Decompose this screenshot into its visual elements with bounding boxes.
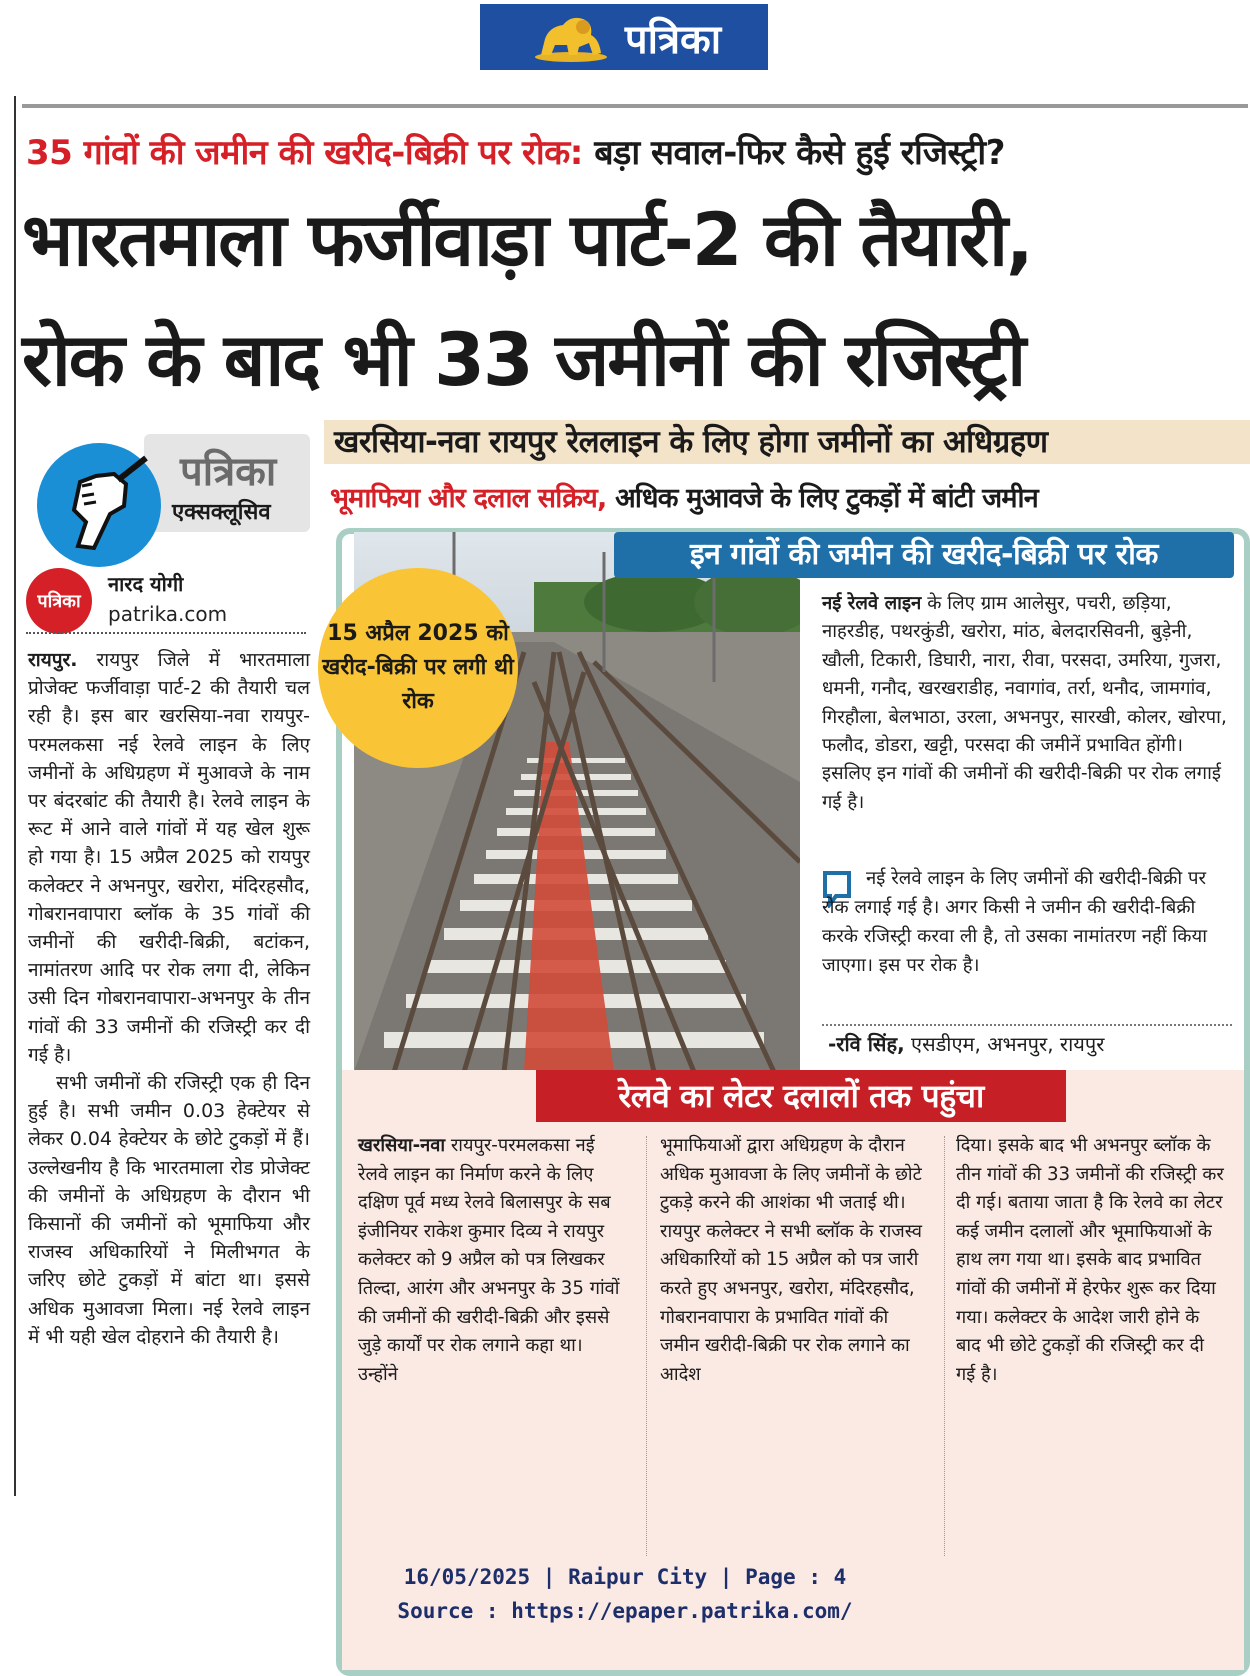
byline-author: नारद योगी	[108, 572, 184, 596]
date-callout-bubble: 15 अप्रैल 2025 को खरीद-बिक्री पर लगी थी रोक	[318, 568, 518, 768]
main-headline-line2: रोक के बाद भी 33 जमीनों की रजिस्ट्री	[22, 318, 1025, 403]
masthead-logo	[480, 4, 768, 70]
deck-line1: खरसिया-नवा रायपुर रेललाइन के लिए होगा जमीनों का अधिग्रहण	[324, 420, 1250, 464]
letter-column-1	[358, 1132, 628, 1389]
column-separator	[944, 1136, 945, 1556]
kicker-black: बड़ा सवाल-फिर कैसे हुई रजिस्ट्री?	[594, 133, 1005, 173]
deck-line2-red: भूमाफिया और दलाल सक्रिय,	[330, 483, 607, 514]
villages-body: के लिए ग्राम आलेसुर, पचरी, छड़िया, नाहरडीह, पथरकुंडी, खरोरा, मांठ, बेलदारसिवनी, बुड़ेनी, खौली, टिकारी, डिघारी, नारा, रीवा, परसदा, उमरिया, गुजरा, धमनी, गनौद, खरखराडीह, नवागांव, तर्रा, थनौद, जामगांव, गिरहौला, बेलभाठा, उरला, अभनपुर, सारखी, कोलर, खोरपा, फलौद, डोडरा, खट्टी, परसदा की जमीनें प्रभावित होंगी। इसलिए इन गांवों की जमीनों की खरीदी-बिक्री पर रोक लगाई गई है।	[822, 593, 1227, 813]
top-rule	[22, 104, 1248, 108]
left-border-line	[14, 96, 16, 1496]
letter-column-3: दिया। इसके बाद भी अभनपुर ब्लॉक के तीन गांवों की 33 जमीनों की रजिस्ट्री कर दी गई। बताया जाता है कि रेलवे का लेटर कई जमीन दलालों और भूमाफियाओं के हाथ लग गया था। इसके बाद प्रभावित गांवों की जमीनों में हेरफेर शुरू कर दिया गया। कलेक्टर के आदेश जारी होने के बाद भी छोटे टुकड़ों की रजिस्ट्री कर दी गई है।	[956, 1135, 1224, 1385]
sdm-quote: नई रेलवे लाइन के लिए जमीनों की खरीदी-बिक्री पर रोक लगाई गई है। अगर किसी ने जमीन की खरीदी-बिक्री करके रजिस्ट्री करवा ली है, तो उसका नामांतरण नहीं किया जाएगा। इस पर रोक है।	[822, 868, 1207, 976]
left-para-1-text: रायपुर जिले में भारतमाला प्रोजेक्ट फर्जीवाड़ा पार्ट-2 की तैयारी चल रही है। इस बार खरसिया-नवा रायपुर-परमलकसा नई रेलवे लाइन के लिए जमीनों के अधिग्रहण में मुआवजे के नाम पर बंदरबांट की तैयारी है। रेलवे लाइन के रूट में आने वाले गांवों में यह खेल शुरू हो गया है। 15 अप्रैल 2025 को रायपुर कलेक्टर ने अभनपुर, खरोरा, मंदिरहसौद, गोबरानवापारा ब्लॉक के 35 गांवों की जमीनों की खरीदी-बिक्री, बटांकन, नामांतरण आदि पर रोक लगा दी, लेकिन उसी दिन गोबरानवापारा-अभनपुर के तीन गांवों की 33 जमीनों की रजिस्ट्री कर दी गई है।	[28, 649, 310, 1066]
villages-box-title: इन गांवों की जमीन की खरीद-बिक्री पर रोक	[614, 532, 1234, 578]
deck-line2	[330, 478, 1250, 515]
letter-col1-text: रायपुर-परमलकसा नई रेलवे लाइन का निर्माण करने के लिए दक्षिण पूर्व मध्य रेलवे बिलासपुर के सब इंजीनियर राकेश कुमार दिव्य ने रायपुर कलेक्टर को 9 अप्रैल को पत्र लिखकर तिल्दा, आरंग और अभनपुर के 35 गांवों की जमीनों की खरीदी-बिक्री और इससे जुड़े कार्यों पर रोक लगाने कहा था। उन्होंने	[358, 1135, 620, 1385]
left-para-1	[28, 646, 310, 1069]
quote-attr-name: -रवि सिंह,	[828, 1032, 905, 1056]
kicker-headline	[26, 128, 1246, 174]
exclusive-label: एक्सक्लूसिव	[172, 500, 271, 525]
villages-lead: नई रेलवे लाइन	[822, 593, 922, 614]
page-footer	[0, 1560, 1250, 1628]
letter-box-title: रेलवे का लेटर दलालों तक पहुंचा	[536, 1070, 1066, 1122]
footer-edition: 16/05/2025 | Raipur City | Page : 4	[403, 1565, 847, 1589]
exclusive-brand: पत्रिका	[180, 449, 277, 495]
left-column-body	[28, 646, 310, 1351]
left-para-2: सभी जमीनों की रजिस्ट्री एक ही दिन हुई है। सभी जमीन 0.03 हेक्टेयर से लेकर 0.04 हेक्टेयर के छोटे टुकड़ों में हैं। उल्लेखनीय है कि भारतमाला रोड प्रोजेक्ट की जमीनों के अधिग्रहण के दौरान भी किसानों की जमीनों को भूमाफिया और राजस्व अधिकारियों ने मिलीभगत के जरिए छोटे टुकड़ों में बांटा था। इससे अधिक मुआवजा मिला। नई रेलवे लाइन में भी यही खेल दोहराने की तैयारी है।	[28, 1072, 310, 1348]
byline-logo: पत्रिका	[26, 568, 92, 634]
column-separator	[646, 1136, 647, 1556]
quote-divider	[822, 1024, 1232, 1026]
main-headline-line1: भारतमाला फर्जीवाड़ा पार्ट-2 की तैयारी,	[22, 198, 1032, 283]
dateline: रायपुर.	[28, 649, 78, 671]
letter-column-2: भूमाफियाओं द्वारा अधिग्रहण के दौरान अधिक मुआवजा के लिए जमीनों के छोटे टुकड़े करने की आशंका भी जताई थी। रायपुर कलेक्टर ने सभी ब्लॉक के राजस्व अधिकारियों को 15 अप्रैल को पत्र जारी करते हुए अभनपुर, खरोरा, मंदिरहसौद, गोबरानवापारा के प्रभावित गांवों की जमीन खरीदी-बिक्री पर रोक लगाने का आदेश	[660, 1135, 922, 1385]
byline-site: patrika.com	[108, 602, 228, 626]
kicker-red: 35 गांवों की जमीन की खरीद-बिक्री पर रोक:	[26, 133, 583, 173]
lion-emblem-icon	[527, 9, 615, 65]
footer-source: Source : https://epaper.patrika.com/	[397, 1599, 853, 1623]
deck-line2-black: अधिक मुआवजे के लिए टुकड़ों में बांटी जमीन	[615, 483, 1038, 514]
villages-list-text	[822, 590, 1232, 817]
byline-divider	[26, 632, 306, 634]
quote-attr-role: एसडीएम, अभनपुर, रायपुर	[911, 1032, 1105, 1056]
masthead-brand: पत्रिका	[624, 16, 722, 63]
letter-lead: खरसिया-नवा	[358, 1135, 446, 1156]
raised-fist-pen-icon	[34, 440, 164, 570]
quote-attribution	[828, 1030, 1104, 1057]
